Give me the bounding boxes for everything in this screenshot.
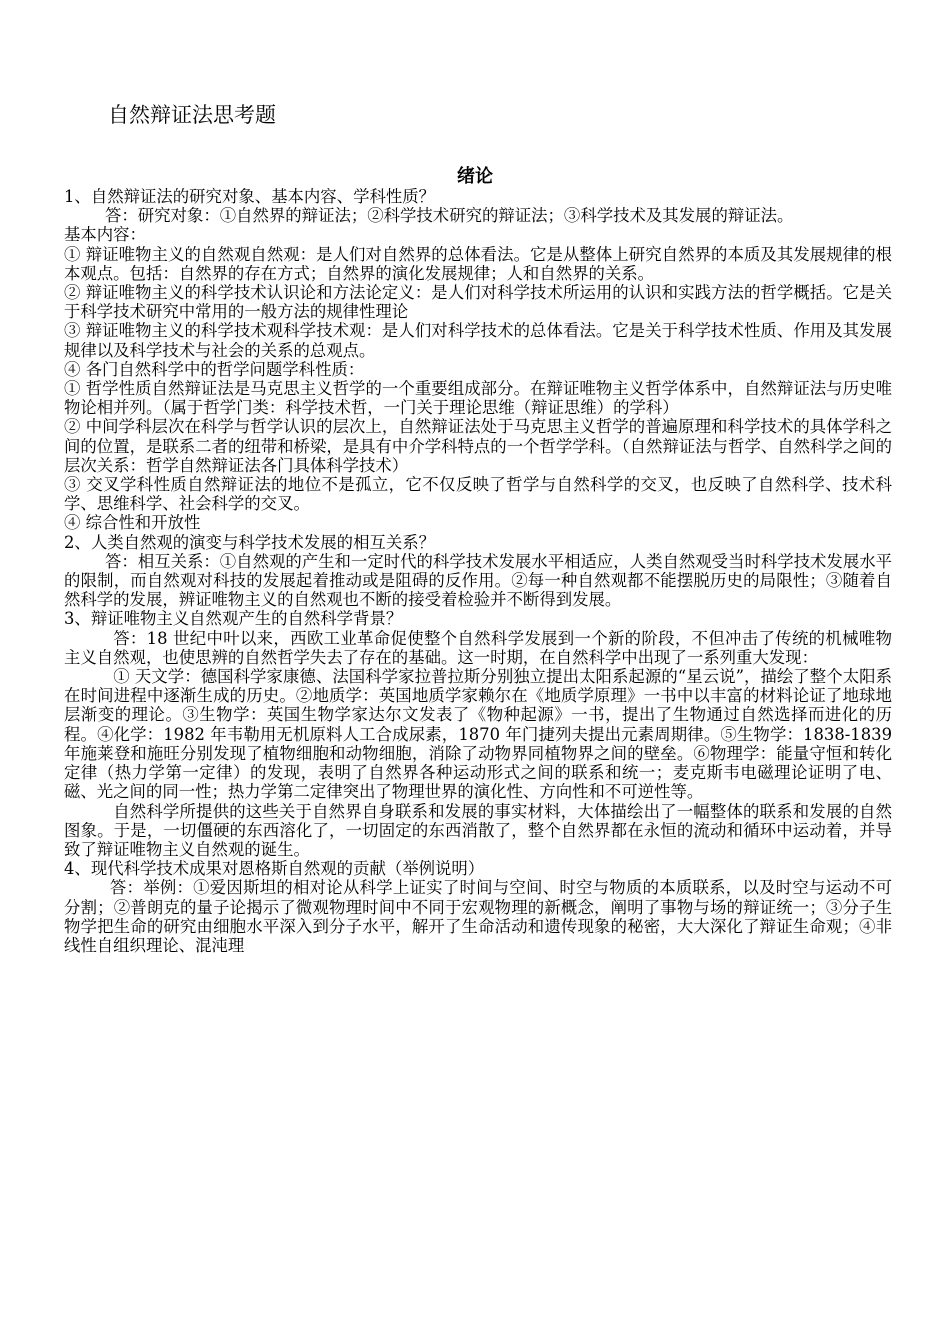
paragraph-basic-content-2: ② 辩证唯物主义的科学技术认识论和方法论定义：是人们对科学技术所运用的认识和实践方法的哲学概括。它是关于科学技术研究中常用的一般方法的规律性理论 bbox=[64, 283, 892, 322]
question-1: 1、自然辩证法的研究对象、基本内容、学科性质？ bbox=[64, 187, 436, 206]
question-3: 3、辩证唯物主义自然观产生的自然科学背景？ bbox=[64, 609, 403, 629]
question-4: 4、现代科学技术成果对恩格斯自然观的贡献（举例说明） bbox=[64, 859, 485, 879]
paragraph-basic-content-label: 基本内容： bbox=[64, 225, 146, 245]
question-2: 2、人类自然观的演变与科学技术发展的相互关系？ bbox=[64, 532, 436, 552]
paragraph-basic-content-4: ④ 各门自然科学中的哲学问题学科性质： bbox=[64, 359, 365, 379]
paragraph-nature-1: ① 哲学性质自然辩证法是马克思主义哲学的一个重要组成部分。在辩证唯物主义哲学体系中，自然辩证法与历史唯物论相并列。（属于哲学门类：科学技术哲，一门关于理论思维（辩证思维）的学科） bbox=[64, 379, 892, 418]
paragraph-basic-content-1: ① 辩证唯物主义的自然观自然观：是人们对自然界的总体看法。它是从整体上研究自然界的本质及其发展规律的根本观点。包括：自然界的存在方式；自然界的演化发展规律；人和自然界的关系。 bbox=[64, 244, 892, 283]
section-heading: 绪论 bbox=[457, 166, 493, 187]
document-body bbox=[64, 187, 892, 955]
answer-3: 答：18 世纪中叶以来，西欧工业革命促使整个自然科学发展到一个新的阶段，不但冲击了传统的机械唯物主义自然观，也使思辨的自然哲学失去了存在的基础。这一时期，在自然科学中出现了一系列重大发现： bbox=[64, 628, 892, 667]
paragraph-basic-content-3: ③ 辩证唯物主义的科学技术观科学技术观：是人们对科学技术的总体看法。它是关于科学技术性质、作用及其发展规律以及科学技术与社会的关系的总观点。 bbox=[64, 321, 892, 360]
paragraph-nature-3: ③ 交叉学科性质自然辩证法的地位不是孤立，它不仅反映了哲学与自然科学的交叉，也反映了自然科学、技术科学、思维科学、社会科学的交叉。 bbox=[64, 475, 892, 514]
paragraph-nature-4: ④ 综合性和开放性 bbox=[64, 513, 201, 533]
paragraph-nature-2: ② 中间学科层次在科学与哲学认识的层次上，自然辩证法处于马克思主义哲学的普遍原理和科学技术的具体学科之间的位置，是联系二者的纽带和桥梁，是具有中介学科特点的一个哲学学科。（自然辩证法与哲学、自然科学之间的层次关系：哲学自然辩证法各门具体科学技术） bbox=[64, 417, 892, 475]
answer-3-conclusion: 自然科学所提供的这些关于自然界自身联系和发展的事实材料，大体描绘出了一幅整体的联系和发展的自然图象。于是，一切僵硬的东西溶化了，一切固定的东西消散了，整个自然界都在永恒的流动和循环中运动着，并导致了辩证唯物主义自然观的诞生。 bbox=[64, 801, 892, 859]
answer-4: 答：举例：①爱因斯坦的相对论从科学上证实了时间与空间、时空与物质的本质联系，以及时空与运动不可分割；②普朗克的量子论揭示了微观物理时间中不同于宏观物理的新概念，阐明了事物与场的辩证统一；③分子生物学把生命的研究由细胞水平深入到分子水平，解开了生命活动和遗传现象的秘密，大大深化了辩证生命观；④非线性自组织理论、混沌理 bbox=[64, 878, 892, 955]
document-title: 自然辩证法思考题 bbox=[108, 103, 276, 127]
answer-3-discoveries: ① 天文学：德国科学家康德、法国科学家拉普拉斯分别独立提出太阳系起源的“星云说”，描绘了整个太阳系在时间进程中逐渐生成的历史。②地质学：英国地质学家赖尔在《地质学原理》一书中以丰富的材料论证了地球地层渐变的理论。③生物学：英国生物学家达尔文发表了《物种起源》一书，提出了生物通过自然选择而进化的历程。④化学：1982 年韦勒用无机原料人工合成尿素，1870 年门捷列夫提出元素周期律。⑤生物学：1838-1839 年施莱登和施旺分别发现了植物细胞和动物细胞，消除了动物界同植物界之间的壁垒。⑥物理学：能量守恒和转化定律（热力学第一定律）的发现，表明了自然界各种运动形式之间的联系和统一；麦克斯韦电磁理论证明了电、磁、光之间的同一性；热力学第二定律突出了物理世界的演化性、方向性和不可逆性等。 bbox=[64, 667, 892, 802]
answer-2: 答：相互关系：①自然观的产生和一定时代的科学技术发展水平相适应，人类自然观受当时科学技术发展水平的限制，而自然观对科技的发展起着推动或是阻碍的反作用。②每一种自然观都不能摆脱历史的局限性；③随着自然科学的发展，辨证唯物主义的自然观也不断的接受着检验并不断得到发展。 bbox=[64, 551, 892, 610]
answer-1: 答：研究对象：①自然界的辩证法；②科学技术研究的辩证法；③科学技术及其发展的辩证法。 bbox=[105, 206, 794, 226]
